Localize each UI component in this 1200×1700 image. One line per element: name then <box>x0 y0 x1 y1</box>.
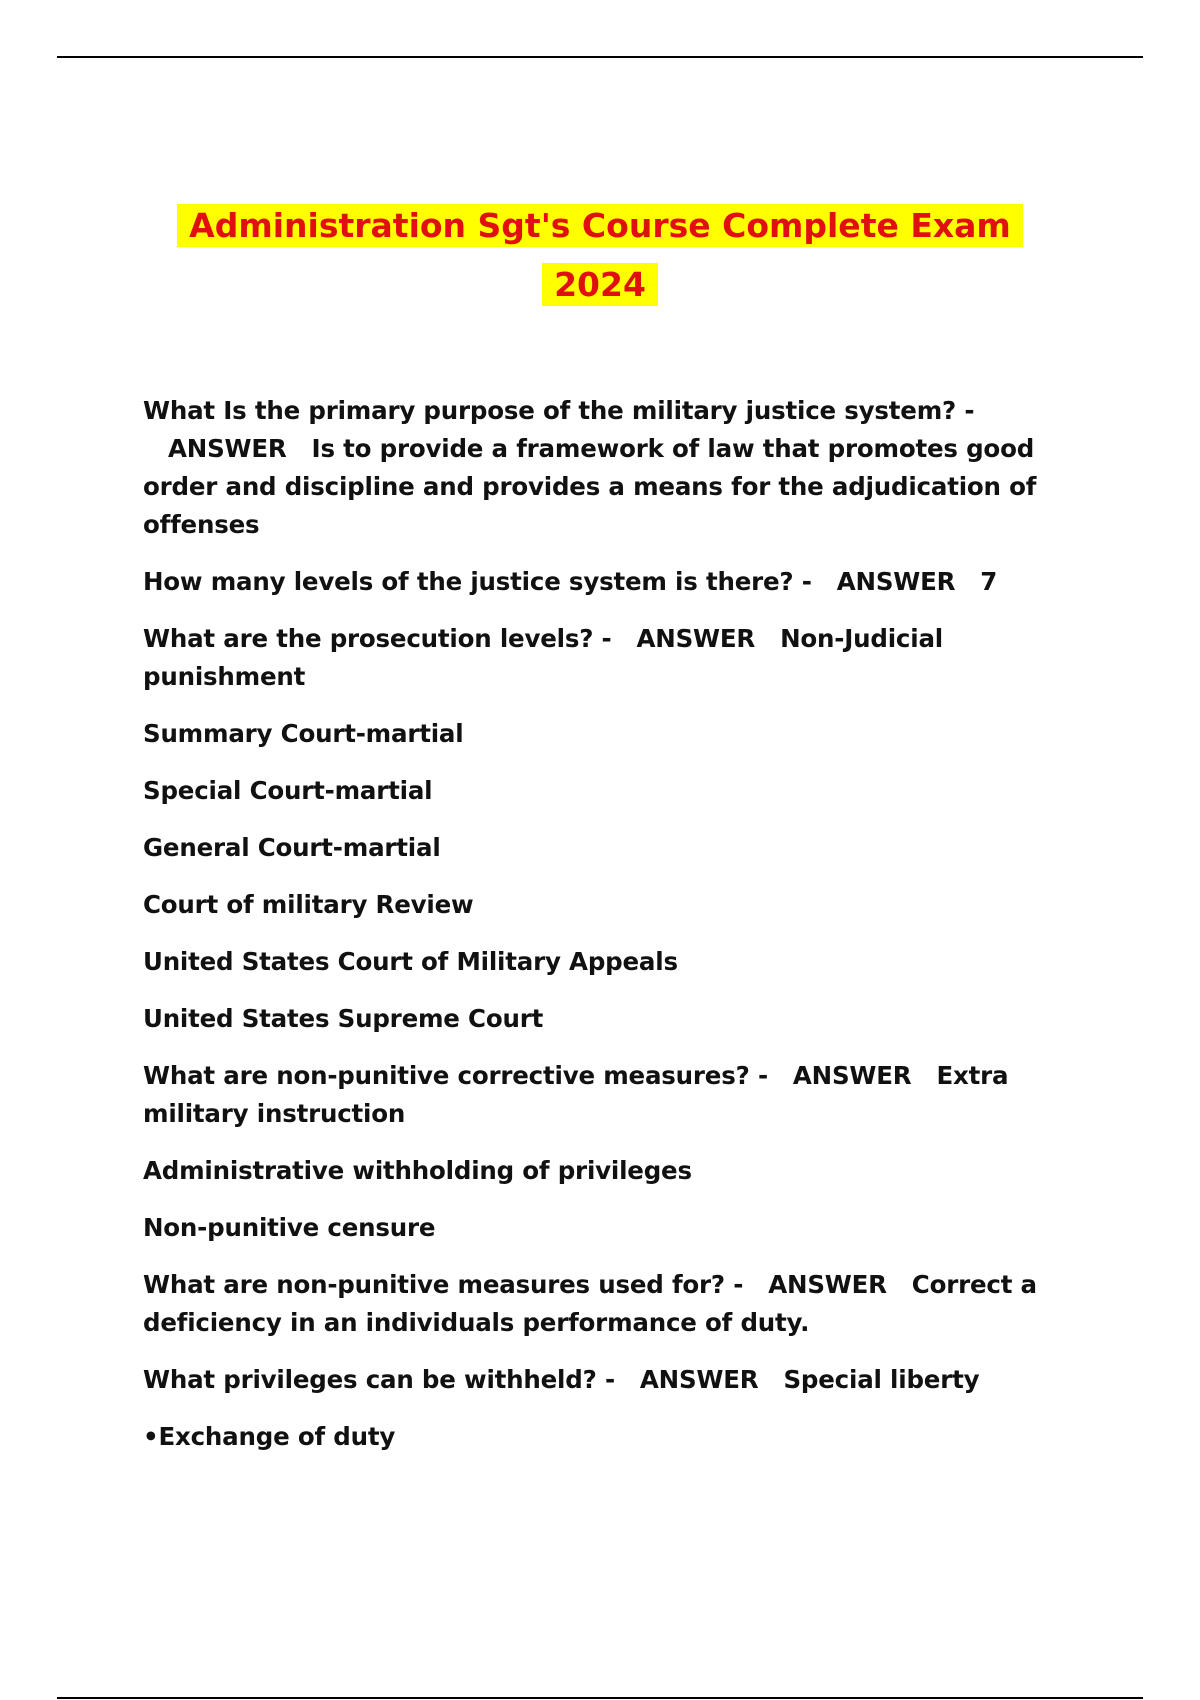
answer-label: ANSWER <box>639 1365 759 1394</box>
question: What are non-punitive measures used for? - <box>143 1270 744 1299</box>
answer-label: ANSWER <box>836 567 956 596</box>
answer-label: ANSWER <box>636 624 756 653</box>
answer: Correct a deficiency in an individuals performance of duty. <box>143 1270 1037 1337</box>
qa-entry <box>143 1266 1073 1342</box>
question: What Is the primary purpose of the military justice system? - <box>143 396 975 425</box>
list-item: General Court-martial <box>143 833 441 862</box>
list-item: Non-punitive censure <box>143 1213 436 1242</box>
list-item: Special Court-martial <box>143 776 433 805</box>
qa-entry <box>143 563 1073 601</box>
qa-entry <box>143 1361 1073 1399</box>
list-item: •Exchange of duty <box>143 1422 396 1451</box>
answer: Special liberty <box>783 1365 980 1394</box>
title-line-2: 2024 <box>542 263 658 306</box>
header-rule <box>57 56 1143 58</box>
footer-rule <box>57 1697 1143 1699</box>
list-item: United States Court of Military Appeals <box>143 947 678 976</box>
question: How many levels of the justice system is there? - <box>143 567 812 596</box>
qa-entry <box>143 620 1073 696</box>
answer-label: ANSWER <box>768 1270 887 1299</box>
question: What are the prosecution levels? - <box>143 624 612 653</box>
list-item: Court of military Review <box>143 890 474 919</box>
qa-list <box>143 392 1073 1475</box>
question: What privileges can be withheld? - <box>143 1365 615 1394</box>
list-item: Summary Court-martial <box>143 719 464 748</box>
answer-label: ANSWER <box>792 1061 912 1090</box>
document-title <box>0 196 1200 314</box>
qa-entry <box>143 392 1073 544</box>
answer: Is to provide a framework of law that promotes good order and discipline and provides a means for the adjudication of offenses <box>143 434 1037 539</box>
title-line-1: Administration Sgt's Course Complete Exam <box>177 204 1023 247</box>
answer: 7 <box>980 567 998 596</box>
list-item: Administrative withholding of privileges <box>143 1156 692 1185</box>
answer: Non-Judicial punishment <box>143 624 943 691</box>
question: What are non-punitive corrective measures? - <box>143 1061 768 1090</box>
answer: Extra military instruction <box>143 1061 1009 1128</box>
answer-label: ANSWER <box>168 434 287 463</box>
qa-entry <box>143 1057 1073 1133</box>
list-item: United States Supreme Court <box>143 1004 544 1033</box>
